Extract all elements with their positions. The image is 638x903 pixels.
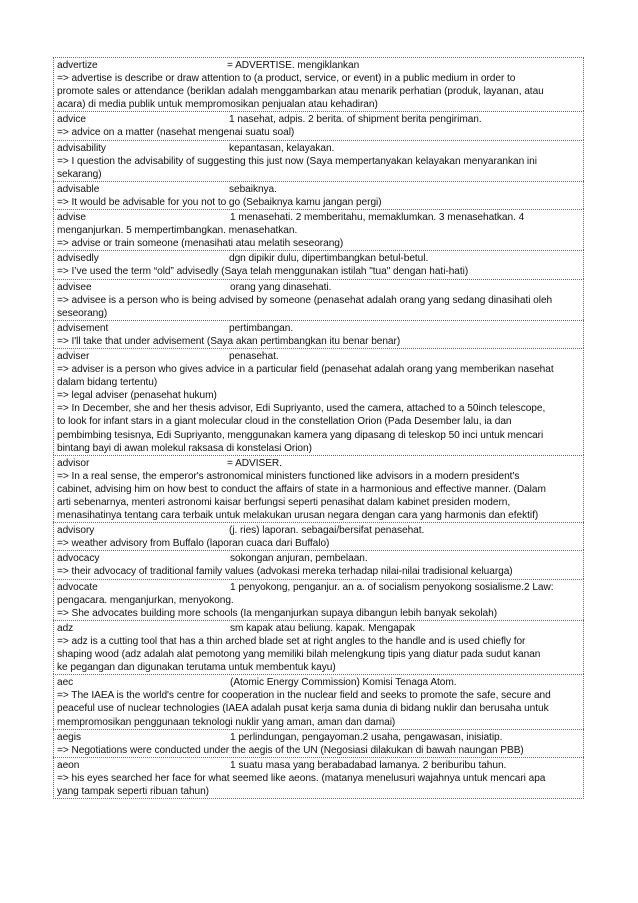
entry-headline [57, 252, 581, 265]
entry-word: advisee [57, 281, 92, 293]
entry-headline [57, 731, 581, 744]
entry-headline [57, 581, 581, 594]
entry-line: acara) di media publik untuk mempromosikan penjualan atau kehadiran) [57, 99, 378, 111]
entry-word: adviser [57, 350, 90, 362]
entry-line: menasihatinya tentang cara terbaik untuk melakukan urusan negara dengan cara yang harmonis dan efektif) [57, 510, 539, 522]
entry-word: advisement [57, 322, 109, 334]
entry-line: => advice on a matter (nasehat mengenai suatu soal) [57, 127, 295, 139]
entry-meaning: pertimbangan. [229, 322, 294, 334]
entry-body [57, 224, 581, 250]
entry-body [57, 470, 581, 522]
dictionary-entry [53, 674, 584, 728]
entry-meaning: penasehat. [229, 350, 279, 362]
entry-line: pengacara. menganjurkan, menyokong. [57, 594, 234, 606]
entry-meaning: 1 penyokong, penganjur. an a. of socialism penyokong sosialisme.2 Law: [230, 581, 554, 593]
dictionary-entry [53, 250, 584, 278]
dictionary-entry [53, 140, 584, 181]
entry-line: => adz is a cutting tool that has a thin arched blade set at right angles to the handle and is used chiefly for [57, 635, 526, 647]
entry-word: advertize [57, 60, 98, 71]
dictionary-entry [53, 550, 584, 578]
entry-headline [57, 622, 581, 635]
entry-line: arti sebenarnya, menteri astronomi kaisar berfungsi seperti penasihat dalam kabinet presiden modern, [57, 497, 511, 508]
entry-meaning: 1 suatu masa yang berabadabad lamanya. 2 beriburibu tahun. [230, 759, 507, 771]
entry-meaning: = ADVERTISE. mengiklankan [227, 60, 360, 71]
entry-headline [57, 211, 581, 224]
entry-meaning: (Atomic Energy Commission) Komisi Tenaga Atom. [230, 677, 457, 689]
dictionary-entry [53, 181, 584, 209]
entry-headline [57, 59, 581, 72]
entry-headline [57, 457, 581, 470]
entry-headline [57, 524, 581, 537]
entry-word: advocate [57, 581, 98, 593]
dictionary-sheet [53, 57, 584, 799]
entry-line: promote sales or attendance (beriklan adalah menggambarkan atau menarik perhatian (produk, layanan, atau [57, 86, 544, 98]
entry-meaning: (j. ries) laporan. sebagai/bersifat penasehat. [229, 525, 425, 537]
entry-body [57, 335, 581, 348]
entry-line: peaceful use of nuclear technologies (IAEA adalah pusat kerja sama dunia di bidang nuklir dan berusaha untuk [57, 703, 549, 715]
entry-line: => I'll take that under advisement (Saya akan pertimbangkan itu benar benar) [57, 335, 401, 347]
entry-word: aegis [57, 731, 81, 743]
entry-word: advisability [57, 142, 106, 154]
dictionary-entry [53, 279, 584, 320]
entry-line: mempromosikan penggunaan teknologi nuklir yang aman, aman dan damai) [57, 716, 396, 728]
entry-word: aec [57, 677, 74, 689]
entry-meaning: orang yang dinasehati. [230, 281, 332, 293]
entry-body [57, 363, 581, 455]
dictionary-entry [53, 579, 584, 620]
entry-line: to look for infant stars in a giant molecular cloud in the constellation Orion (Pada Desember lalu, ia dan [57, 416, 512, 428]
dictionary-entry [53, 348, 584, 455]
entry-body [57, 537, 581, 550]
dictionary-entry [53, 757, 584, 799]
entry-body [57, 635, 581, 674]
entry-body [57, 265, 581, 278]
entry-headline [57, 552, 581, 565]
entry-line: => his eyes searched her face for what seemed like aeons. (matanya menelusuri wajahnya untuk mencari apa [57, 772, 546, 784]
entry-headline [57, 142, 581, 155]
entry-line: => adviser is a person who gives advice in a particular field (penasehat adalah orang yang memberikan nasehat [57, 364, 554, 376]
dictionary-entry [53, 620, 584, 674]
entry-line: sekarang) [57, 168, 102, 180]
entry-line: ke pegangan dan digunakan terutama untuk membentuk kayu) [57, 662, 336, 674]
entry-line: menganjurkan. 5 mempertimbangkan. menasehatkan. [57, 225, 298, 237]
entry-meaning: 1 nasehat, adpis. 2 berita. of shipment berita pengiriman. [229, 114, 482, 126]
entry-word: advisedly [57, 253, 99, 265]
entry-line: => In a real sense, the emperor's astronomical ministers functioned like advisors in a modern president's [57, 470, 520, 482]
entry-line: => advisee is a person who is being advised by someone (penasehat adalah orang yang sedang dinasihati oleh [57, 294, 553, 306]
entry-line: => It would be advisable for you not to go (Sebaiknya kamu jangan pergi) [57, 196, 382, 208]
entry-line: dalam bidang tertentu) [57, 377, 158, 389]
entry-body [57, 772, 581, 798]
dictionary-entry [53, 729, 584, 757]
entry-line: => The IAEA is the world's centre for cooperation in the nuclear field and seeks to promote the safe, secure and [57, 690, 551, 702]
entry-headline [57, 113, 581, 126]
entry-meaning: 1 perlindungan, pengayoman.2 usaha, pengawasan, inisiatip. [230, 731, 503, 743]
entry-word: advice [57, 114, 86, 126]
dictionary-entry [53, 320, 584, 348]
entry-word: adz [57, 622, 74, 634]
entry-body [57, 689, 581, 728]
entry-line: => I question the advisability of suggesting this just now (Saya mempertanyakan kelayakan menyarankan ini [57, 155, 537, 167]
entry-meaning: sm kapak atau beliung. kapak. Mengapak [230, 622, 415, 634]
entry-word: aeon [57, 759, 80, 771]
entry-line: => She advocates building more schools (Ia menganjurkan supaya dibangun lebih banyak sekolah) [57, 607, 498, 619]
dictionary-entry [53, 522, 584, 550]
entry-word: advisory [57, 525, 95, 537]
dictionary-entry [53, 111, 584, 139]
entry-meaning: 1 menasehati. 2 memberitahu, memaklumkan. 3 menasehatkan. 4 [230, 212, 525, 224]
entry-line: => I’ve used the term “old” advisedly (Saya telah menggunakan istilah "tua" dengan hati-hati) [57, 266, 469, 278]
entry-line: yang tampak seperti ribuan tahun) [57, 785, 210, 797]
entry-meaning: sokongan anjuran, pembelaan. [230, 553, 368, 565]
entry-word: advisable [57, 183, 100, 195]
entry-headline [57, 759, 581, 772]
entry-word: advise [57, 212, 86, 224]
entry-line: seseorang) [57, 307, 108, 319]
entry-meaning: sebaiknya. [229, 183, 277, 195]
entry-body [57, 196, 581, 209]
entry-line: => advise or train someone (menasihati atau melatih seseorang) [57, 238, 344, 250]
entry-line: pembimbing tesisnya, Edi Supriyanto, menggunakan kamera yang dipasang di teleskop 50 inci untuk mencari [57, 429, 544, 441]
entry-headline [57, 281, 581, 294]
entry-body [57, 155, 581, 181]
entry-meaning: = ADVISER. [227, 457, 282, 469]
entry-line: => Negotiations were conducted under the aegis of the UN (Negosiasi dilakukan di bawah naungan PBB) [57, 744, 524, 756]
dictionary-entry [53, 209, 584, 250]
entry-meaning: kepantasan, kelayakan. [229, 142, 335, 154]
entry-headline [57, 183, 581, 196]
entry-line: => advertise is describe or draw attention to (a product, service, or event) in a public medium in order to [57, 73, 516, 85]
entry-meaning: dgn dipikir dulu, dipertimbangkan betul-betul. [229, 253, 429, 265]
dictionary-entry [53, 455, 584, 522]
entry-body [57, 744, 581, 757]
entry-body [57, 72, 581, 111]
entry-line: shaping wood (adz adalah alat pemotong yang memiliki bilah melengkung tipis yang diatur pada sudut kanan [57, 649, 541, 661]
entry-body [57, 594, 581, 620]
entry-word: advisor [57, 457, 90, 469]
entry-line: => their advocacy of traditional family values (advokasi mereka terhadap nilai-nilai tradisional keluarga) [57, 566, 513, 578]
entry-word: advocacy [57, 553, 100, 565]
entry-body [57, 565, 581, 578]
entry-line: => In December, she and her thesis advisor, Edi Supriyanto, used the camera, attached to a 50inch telescope, [57, 403, 546, 415]
entry-headline [57, 322, 581, 335]
entry-line: => weather advisory from Buffalo (laporan cuaca dari Buffalo) [57, 538, 330, 550]
entry-body [57, 294, 581, 320]
entry-line: cabinet, advising him on how best to conduct the affairs of state in a harmonious and effective manner. (Dalam [57, 483, 546, 495]
entry-headline [57, 676, 581, 689]
entry-headline [57, 350, 581, 363]
dictionary-entry [53, 57, 584, 111]
entry-line: bintang bayi di awan molekul raksasa di konstelasi Orion) [57, 442, 312, 454]
entry-body [57, 126, 581, 139]
entry-line: => legal adviser (penasehat hukum) [57, 390, 217, 402]
